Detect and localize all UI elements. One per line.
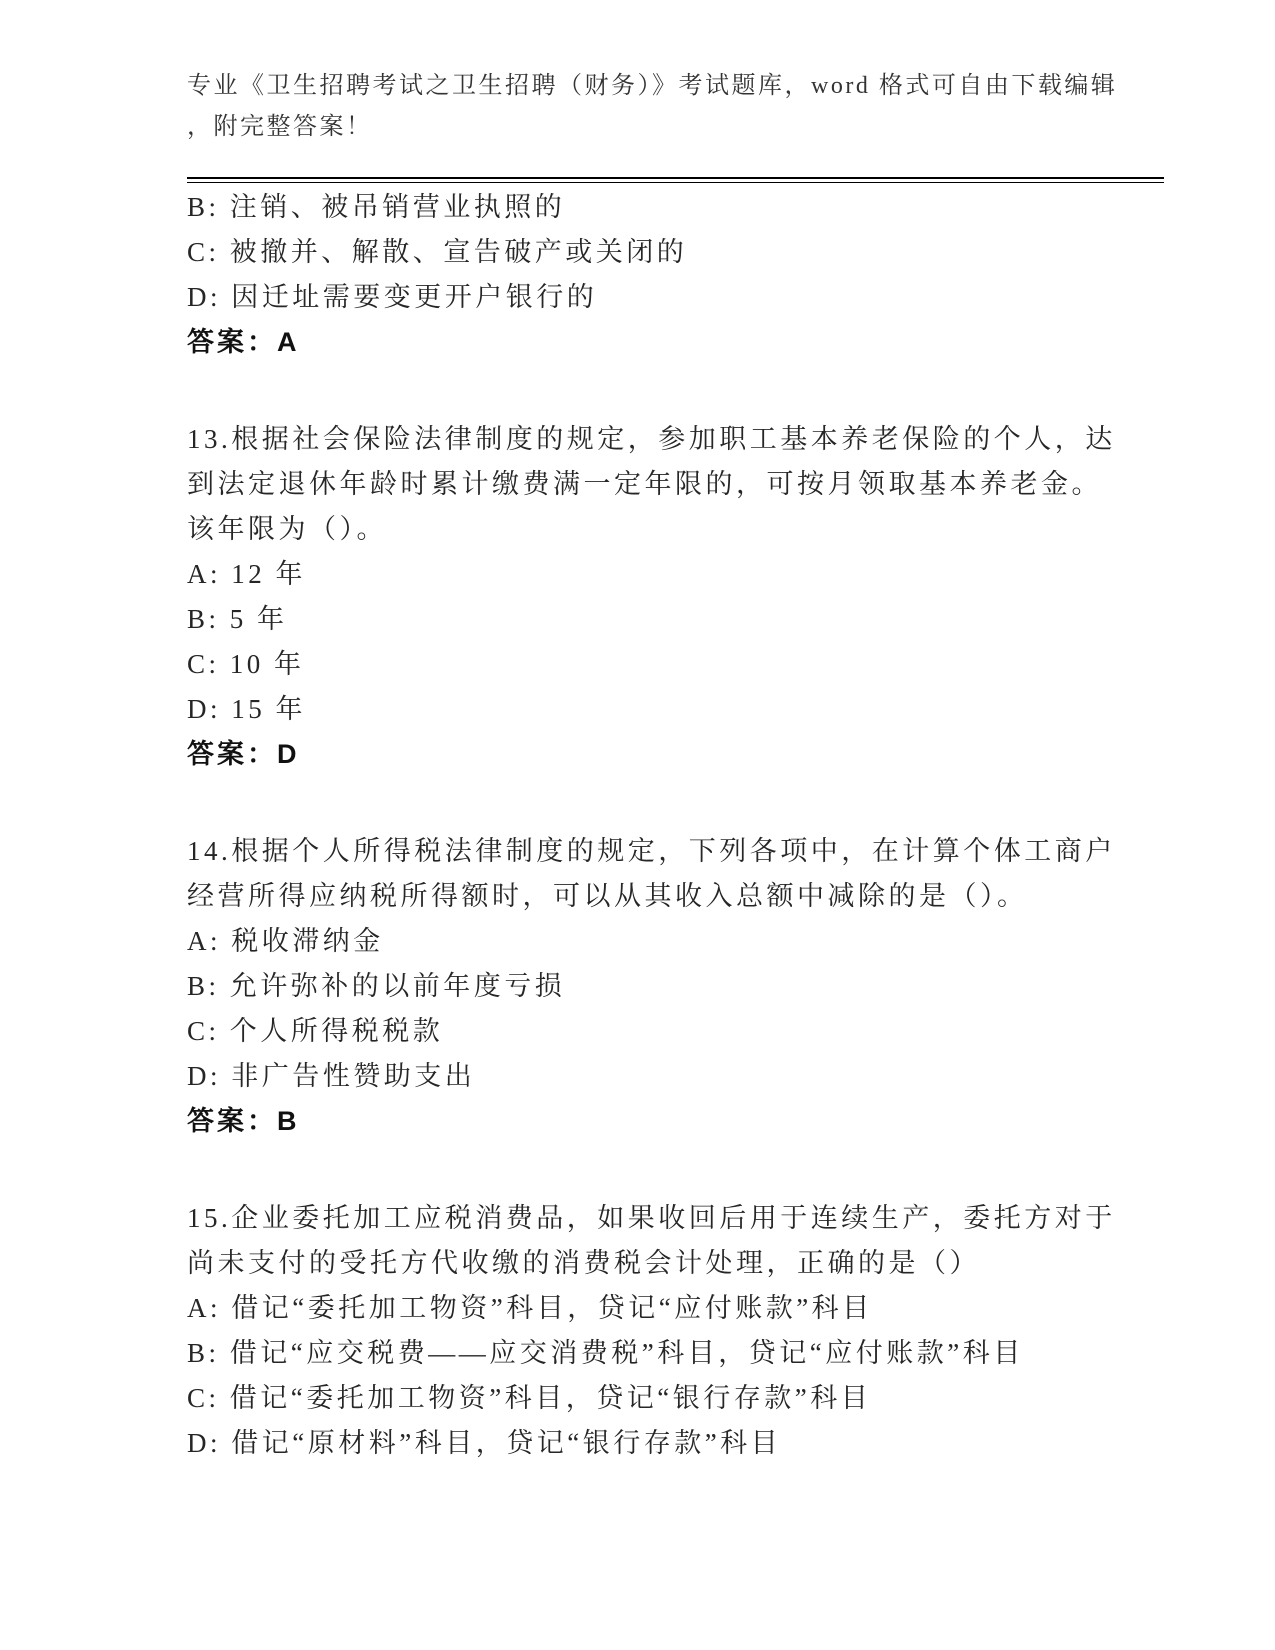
question-block	[187, 1196, 1137, 1466]
option-line: A: 12 年	[187, 559, 306, 589]
question-text-line: 13.根据社会保险法律制度的规定，参加职工基本养老保险的个人，达	[187, 424, 1116, 454]
question-text-line: 经营所得应纳税所得额时，可以从其收入总额中减除的是（）。	[187, 881, 1028, 911]
question-block	[187, 185, 1137, 365]
option-line: D: 因迁址需要变更开户银行的	[187, 282, 598, 312]
page-header	[187, 66, 1137, 148]
header-divider-rule	[187, 177, 1164, 183]
header-line: 专业《卫生招聘考试之卫生招聘（财务）》考试题库，word 格式可自由下载编辑	[187, 73, 1118, 99]
option-line: B: 5 年	[187, 604, 288, 634]
answer-line: 答案：A	[187, 327, 300, 357]
question-text-line: 15.企业委托加工应税消费品，如果收回后用于连续生产，委托方对于	[187, 1203, 1116, 1233]
answer-line: 答案：B	[187, 1106, 300, 1136]
question-text-line: 14.根据个人所得税法律制度的规定，下列各项中，在计算个体工商户	[187, 836, 1116, 866]
option-line: C: 个人所得税税款	[187, 1016, 444, 1046]
option-line: A: 税收滞纳金	[187, 926, 384, 956]
content	[187, 185, 1137, 1466]
option-line: B: 借记“应交税费——应交消费税”科目，贷记“应付账款”科目	[187, 1338, 1024, 1368]
question-text-line: 该年限为（）。	[187, 514, 387, 544]
option-line: B: 注销、被吊销营业执照的	[187, 192, 566, 222]
question-block	[187, 417, 1137, 777]
option-line: D: 借记“原材料”科目，贷记“银行存款”科目	[187, 1428, 782, 1458]
question-block	[187, 829, 1137, 1144]
option-line: C: 借记“委托加工物资”科目，贷记“银行存款”科目	[187, 1383, 872, 1413]
option-line: C: 10 年	[187, 649, 305, 679]
option-line: B: 允许弥补的以前年度亏损	[187, 971, 566, 1001]
option-line: C: 被撤并、解散、宣告破产或关闭的	[187, 237, 688, 267]
question-text-line: 尚未支付的受托方代收缴的消费税会计处理，正确的是（）	[187, 1248, 980, 1278]
header-line: ，附完整答案！	[187, 114, 373, 140]
option-line: A: 借记“委托加工物资”科目，贷记“应付账款”科目	[187, 1293, 873, 1323]
answer-line: 答案：D	[187, 739, 300, 769]
question-text-line: 到法定退休年龄时累计缴费满一定年限的，可按月领取基本养老金。	[187, 469, 1102, 499]
option-line: D: 15 年	[187, 694, 306, 724]
option-line: D: 非广告性赞助支出	[187, 1061, 476, 1091]
